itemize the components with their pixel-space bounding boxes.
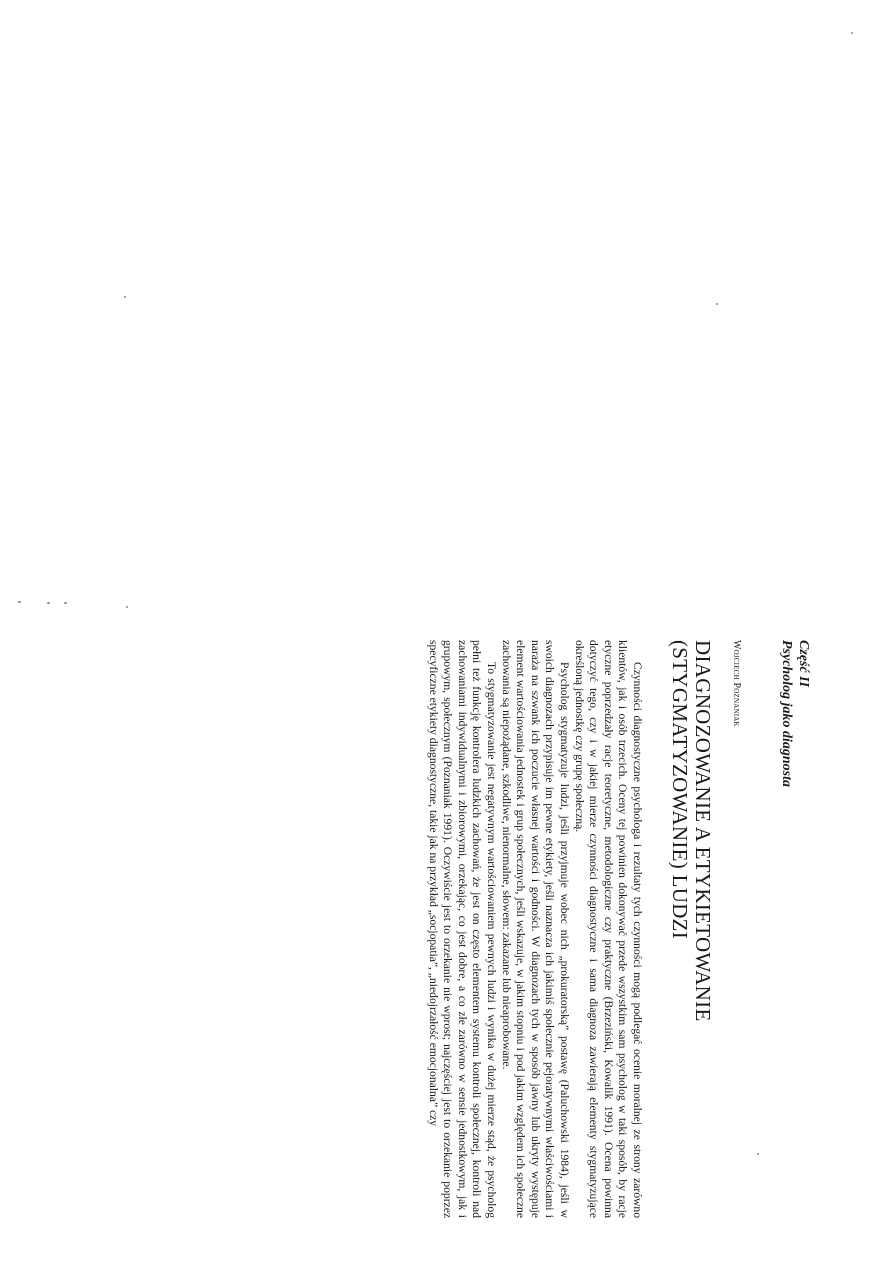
scan-speck bbox=[64, 602, 67, 604]
scan-speck bbox=[18, 601, 21, 603]
scan-speck bbox=[757, 1153, 759, 1155]
scan-speck bbox=[124, 296, 126, 298]
author-name: Wojciech Poznaniak bbox=[731, 640, 742, 727]
chapter-title: DIAGNOZOWANIE A ETYKIETOWANIE (STYGMATYZOWANIE) LUDZI bbox=[668, 640, 715, 1022]
scan-speck bbox=[851, 32, 853, 34]
part-title: Psycholog jako diagnosta bbox=[779, 640, 794, 788]
rotated-page-content bbox=[92, 640, 812, 1220]
paragraph: Psycholog stygmatyzuje ludzi, jeśli przyjmuje wobec nich „prokuratorską” postawę (Paluchowski 1984), jeśli w swoich diagnozach przypisuje im pewne etykiety, jeśli naznacza ich jakimiś społecznie pejoratywnymi właściwościami i naraża na szwank ich poczucie własnej wartości i godności. W diagnozach tych w sposób jawny lub ukryty występuje element wartościowania jednostek i grup społecznych, jeśli wskazuje, w jakim stopniu i pod jakim względem ich społeczne zachowania są niepożądane, szkodliwe, nienormalne, słowem: zakazane lub nieaprobowane. bbox=[499, 640, 572, 1218]
paragraph: To stygmatyzowanie jest negatywnym wartościowaniem pewnych ludzi i wynika w dużej mierze stąd, że psycholog pełni też funkcję kontrolera ludzkich zachowań, że jest on często elementem systemu kontroli społecznej, kontroli nad zachowaniami indywidualnymi i zbiorowymi, orzekając, co jest dobre, a co złe zarówno w sensie jednostkowym, jak i grupowym, społecznym (Poznaniak 1991). Oczywiście jest to orzekanie nie wprost; najczęściej jest to orzekanie poprzez specyficzne etykiety diagnostyczne, takie jak na przykład „socjopatia”, „niedojrzałość emocjonalna” czy bbox=[426, 640, 499, 1218]
scan-speck bbox=[716, 303, 718, 305]
scan-speck bbox=[47, 602, 50, 604]
body-text bbox=[425, 640, 644, 1218]
paragraph: Czynności diagnostyczne psychologa i rezultaty tych czynności mogą podlegać ocenie moralnej ze strony zarówno klientów, jak i osób trzecich. Oceny tej powinien dokonywać przede wszystkim sam psycholog w taki sposób, by racje etyczne poprzedzały racje teoretyczne, metodologiczne czy praktyczne (Brzeziński, Kowalik 1991). Ocena powinna dotyczyć tego, czy i w jakiej mierze czynności diagnostyczne i sama diagnoza zawierają elementy stygmatyzujące określoną jednostkę czy grupę społeczną. bbox=[572, 640, 644, 1218]
scan-speck bbox=[126, 606, 128, 608]
part-label: Część II bbox=[796, 640, 811, 688]
